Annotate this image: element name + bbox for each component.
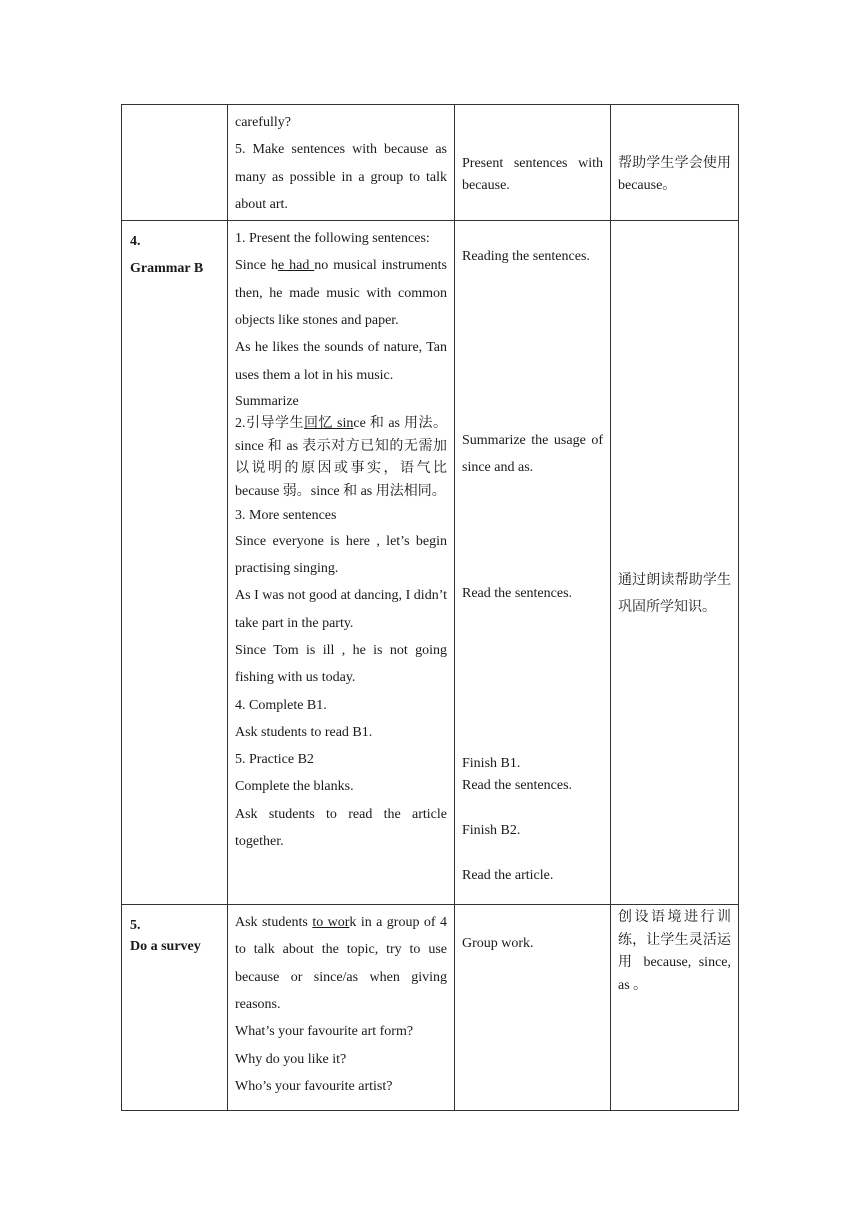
- activity-cell: [455, 905, 611, 1111]
- method-line: Summarize: [235, 393, 299, 409]
- method-line: Why do you like it?: [235, 1051, 347, 1067]
- activity-text: Summarize the usage of since and as.: [462, 433, 603, 476]
- method-line: Complete the blanks.: [235, 779, 354, 795]
- table-row: [122, 105, 739, 221]
- activity-text: Finish B1.: [462, 756, 521, 772]
- activity-text: Read the article.: [462, 868, 554, 884]
- purpose-cell: [611, 105, 739, 221]
- stage-cell: [122, 221, 228, 905]
- purpose-text: 帮助学生学会使用 because。: [618, 156, 731, 193]
- method-line: As I was not good at dancing, I didn’t take part in the party.: [235, 588, 447, 631]
- activity-cell: [455, 105, 611, 221]
- method-cell: [228, 221, 455, 905]
- method-line: What’s your favourite art form?: [235, 1024, 414, 1040]
- activity-text: Read the sentences.: [462, 778, 573, 794]
- activity-text: Finish B2.: [462, 823, 521, 839]
- activity-cell: [455, 221, 611, 905]
- stage-cell: [122, 105, 228, 221]
- method-line: Who’s your favourite artist?: [235, 1078, 393, 1094]
- stage-title: Grammar B: [130, 261, 204, 277]
- method-line: 1. Present the following sentences:: [235, 231, 430, 247]
- table-row: [122, 905, 739, 1111]
- method-line: 5. Make sentences with because as many as possible in a group to talk about art.: [235, 142, 447, 212]
- method-line: Since Tom is ill , he is not going fishing with us today.: [235, 642, 447, 686]
- stage-cell: [122, 905, 228, 1111]
- stage-number: 5.: [130, 918, 141, 934]
- method-line: 2.引导学生回忆 since 和 as 用法。since 和 as 表示对方已知的无需加以说明的原因或事实，语气比 because 弱。since 和 as 用法相同。: [235, 415, 448, 500]
- method-cell: [228, 905, 455, 1111]
- method-line: Ask students to work in a group of 4 to talk about the topic, try to use because or since/as when giving reasons.: [235, 915, 447, 1013]
- method-line: Since everyone is here , let’s begin practising singing.: [235, 533, 447, 577]
- method-line: Ask students to read the article together.: [235, 806, 447, 850]
- purpose-cell: [611, 905, 739, 1111]
- purpose-text: 创设语境进行训练，让学生灵活运用 because, since, as 。: [618, 910, 731, 993]
- method-line: 3. More sentences: [235, 507, 337, 523]
- activity-text: Reading the sentences.: [462, 249, 590, 265]
- lesson-plan-table: [121, 104, 739, 1111]
- method-line: carefully?: [235, 115, 291, 130]
- activity-text: Group work.: [462, 936, 534, 952]
- activity-text: Present sentences with because.: [462, 156, 603, 193]
- stage-number: 4.: [130, 234, 141, 250]
- stage-title: Do a survey: [130, 939, 201, 955]
- purpose-text: 通过朗读帮助学生巩固所学知识。: [618, 573, 731, 616]
- table-row: [122, 221, 739, 905]
- purpose-cell: [611, 221, 739, 905]
- method-line: Since he had no musical instruments then, he made music with common objects like stones and paper.: [235, 258, 447, 329]
- activity-text: Read the sentences.: [462, 586, 573, 602]
- method-line: 4. Complete B1.: [235, 697, 327, 713]
- method-cell: [228, 105, 455, 221]
- method-line: As he likes the sounds of nature, Tan uses them a lot in his music.: [235, 340, 447, 383]
- method-line: Ask students to read B1.: [235, 724, 373, 740]
- method-line: 5. Practice B2: [235, 752, 314, 768]
